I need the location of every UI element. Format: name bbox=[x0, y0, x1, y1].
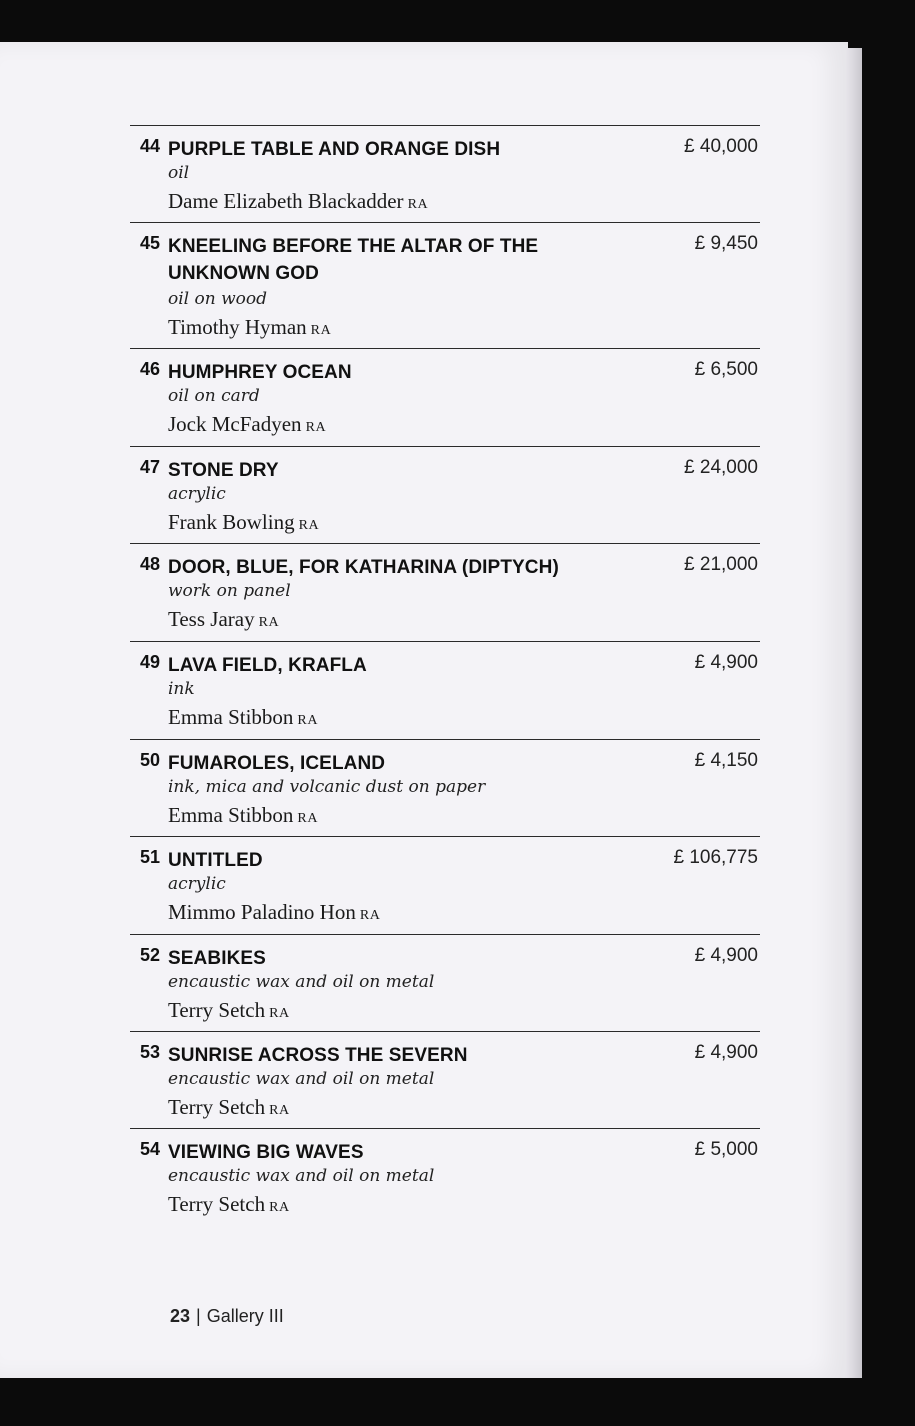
catalogue-entry bbox=[130, 934, 760, 1032]
catalogue-entry bbox=[130, 1128, 760, 1226]
entry-artist bbox=[168, 998, 290, 1023]
entry-price: £ 9,450 bbox=[694, 233, 758, 254]
entry-artist bbox=[168, 1192, 290, 1217]
catalogue-entry bbox=[130, 348, 760, 446]
artist-name: Dame Elizabeth Blackadder bbox=[168, 189, 404, 213]
entry-title: FUMAROLES, ICELAND bbox=[168, 753, 386, 774]
entry-price: £ 4,900 bbox=[694, 652, 758, 673]
artist-name: Terry Setch bbox=[168, 1192, 266, 1216]
entry-medium: ink bbox=[168, 679, 195, 699]
artist-suffix: RA bbox=[359, 908, 381, 923]
entry-number: 48 bbox=[139, 554, 160, 574]
artist-suffix: RA bbox=[407, 197, 429, 212]
artist-suffix: RA bbox=[269, 1200, 290, 1215]
entry-medium: encaustic wax and oil on metal bbox=[168, 1069, 435, 1089]
entry-artist bbox=[168, 607, 279, 632]
entry-medium: work on panel bbox=[168, 581, 291, 601]
page-number: 23 bbox=[170, 1306, 191, 1326]
artist-suffix: RA bbox=[305, 420, 327, 435]
entry-number: 45 bbox=[139, 233, 160, 253]
artist-name: Emma Stibbon bbox=[168, 705, 294, 729]
artist-suffix: RA bbox=[310, 323, 332, 338]
entry-artist bbox=[168, 705, 318, 730]
catalogue-entry bbox=[130, 446, 760, 544]
catalogue-entry bbox=[130, 641, 760, 739]
entry-medium: acrylic bbox=[168, 874, 226, 894]
entry-artist bbox=[168, 189, 428, 214]
entry-title: SEABIKES bbox=[168, 948, 266, 969]
artist-suffix: RA bbox=[269, 1103, 290, 1118]
entry-title: KNEELING BEFORE THE ALTAR OF THE UNKNOWN GOD bbox=[168, 236, 539, 284]
entry-medium: acrylic bbox=[168, 484, 226, 504]
entry-number: 44 bbox=[139, 136, 160, 156]
entry-price: £ 5,000 bbox=[694, 1139, 758, 1160]
entry-artist bbox=[168, 315, 331, 340]
entry-title: LAVA FIELD, KRAFLA bbox=[168, 655, 367, 676]
page-edge bbox=[846, 48, 862, 1378]
entry-number: 53 bbox=[139, 1042, 160, 1062]
artist-suffix: RA bbox=[269, 1006, 290, 1021]
artist-name: Mimmo Paladino Hon bbox=[168, 900, 356, 924]
entry-title: SUNRISE ACROSS THE SEVERN bbox=[168, 1045, 468, 1066]
entry-title: STONE DRY bbox=[168, 460, 279, 481]
entry-price: £ 24,000 bbox=[684, 457, 758, 478]
artist-suffix: RA bbox=[258, 615, 280, 630]
entry-title: HUMPHREY OCEAN bbox=[168, 362, 352, 383]
artist-name: Terry Setch bbox=[168, 1095, 266, 1119]
entry-title: VIEWING BIG WAVES bbox=[168, 1142, 364, 1163]
entry-price: £ 106,775 bbox=[673, 847, 758, 868]
entry-title: DOOR, BLUE, FOR KATHARINA (DIPTYCH) bbox=[168, 557, 559, 578]
entry-medium: encaustic wax and oil on metal bbox=[168, 1166, 435, 1186]
catalogue-entry bbox=[130, 125, 760, 223]
entry-number: 47 bbox=[139, 457, 160, 477]
entry-price: £ 21,000 bbox=[684, 554, 758, 575]
artist-name: Frank Bowling bbox=[168, 510, 295, 534]
entry-price: £ 4,150 bbox=[694, 750, 758, 771]
entry-title: UNTITLED bbox=[168, 850, 263, 871]
entry-number: 46 bbox=[139, 359, 160, 379]
entry-price: £ 4,900 bbox=[694, 1042, 758, 1063]
artist-suffix: RA bbox=[297, 713, 319, 728]
footer-separator: | bbox=[196, 1306, 201, 1326]
entry-number: 54 bbox=[139, 1139, 160, 1159]
entry-artist bbox=[168, 900, 381, 925]
entry-number: 51 bbox=[139, 847, 160, 867]
entry-artist bbox=[168, 412, 326, 437]
entry-artist bbox=[168, 1095, 290, 1120]
artist-name: Timothy Hyman bbox=[168, 315, 307, 339]
entry-artist bbox=[168, 510, 319, 535]
catalogue-entry bbox=[130, 836, 760, 934]
artist-name: Emma Stibbon bbox=[168, 803, 294, 827]
entry-price: £ 4,900 bbox=[694, 945, 758, 966]
entry-number: 49 bbox=[139, 652, 160, 672]
entry-medium: oil on wood bbox=[168, 289, 268, 309]
artist-suffix: RA bbox=[297, 811, 319, 826]
entry-number: 50 bbox=[139, 750, 160, 770]
entry-medium: encaustic wax and oil on metal bbox=[168, 972, 435, 992]
artist-name: Tess Jaray bbox=[168, 607, 255, 631]
catalogue-entry bbox=[130, 543, 760, 641]
entry-medium: ink, mica and volcanic dust on paper bbox=[168, 777, 486, 797]
entry-medium: oil bbox=[168, 163, 190, 183]
artist-name: Jock McFadyen bbox=[168, 412, 302, 436]
catalogue-entry bbox=[130, 739, 760, 837]
entry-medium: oil on card bbox=[168, 386, 260, 406]
artist-name: Terry Setch bbox=[168, 998, 266, 1022]
entry-number: 52 bbox=[139, 945, 160, 965]
entry-artist bbox=[168, 803, 318, 828]
page-footer bbox=[170, 1306, 284, 1327]
catalogue-entry bbox=[130, 222, 760, 348]
entry-title: PURPLE TABLE AND ORANGE DISH bbox=[168, 139, 501, 160]
catalogue-entry bbox=[130, 1031, 760, 1129]
entry-price: £ 40,000 bbox=[684, 136, 758, 157]
entry-price: £ 6,500 bbox=[694, 359, 758, 380]
section-name: Gallery III bbox=[206, 1306, 284, 1326]
artist-suffix: RA bbox=[298, 518, 320, 533]
